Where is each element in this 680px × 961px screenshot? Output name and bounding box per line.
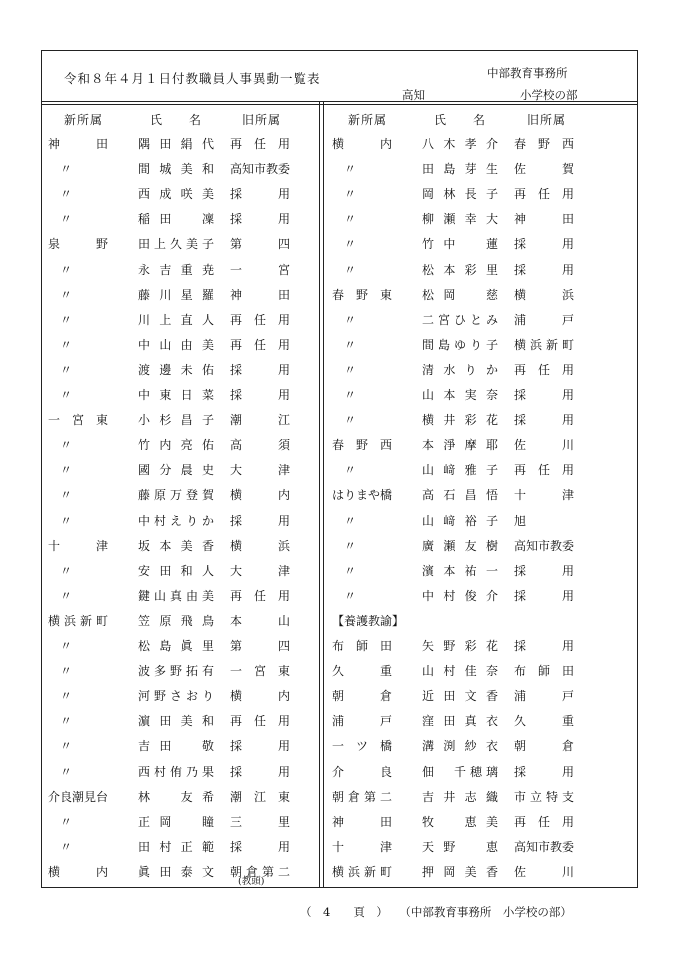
right-row-name: 山﨑裕子: [422, 513, 498, 528]
right-row-new: 神 田: [332, 814, 392, 829]
right-row-name: 佃 千穂璃: [422, 764, 498, 779]
left-row-name: 安田和人: [138, 563, 214, 578]
right-row-name: 窪田真衣: [422, 714, 498, 729]
right-row-name: 二宮ひとみ: [422, 312, 498, 327]
right-row-new: 〃: [344, 262, 357, 277]
right-row-old: 佐 賀: [514, 162, 574, 177]
left-row-new: 一宮東: [48, 413, 108, 428]
document-title: 令和８年４月１日付教職員人事異動一覧表: [64, 71, 321, 86]
left-row-name: 西成咲美: [138, 187, 214, 202]
right-row-old: 再任用: [514, 362, 574, 377]
left-row-old: 採 用: [230, 388, 290, 402]
left-row-name: 濵田美和: [138, 714, 214, 729]
right-row-name: 松岡 慈: [422, 287, 498, 302]
right-row-new: 〃: [344, 413, 357, 428]
left-row-new: 〃: [60, 814, 73, 829]
right-row-name: 山本実奈: [422, 388, 498, 402]
right-row-old: 横 浜: [514, 287, 574, 302]
document-sheet: [41, 50, 638, 888]
left-row-name: 永吉重尭: [138, 262, 214, 277]
left-row-name: 國分晨史: [138, 463, 214, 478]
right-row-name: 溝渕紗衣: [422, 739, 498, 754]
left-row-new: 〃: [60, 764, 73, 779]
right-row-name: 濱本祐一: [422, 563, 498, 578]
right-row-name: 八木孝介: [422, 137, 498, 151]
right-row-old: 高知市教委: [514, 839, 575, 854]
left-row-old: 第 四: [230, 237, 290, 252]
region-label: 高知: [402, 88, 425, 102]
left-row-old: 潮江東: [230, 789, 290, 804]
left-row-old: 採 用: [230, 839, 290, 854]
left-row-name: 波多野拓有: [138, 664, 214, 679]
right-row-new: はりまや橋: [332, 488, 393, 503]
left-row-name: 正岡 瞳: [138, 814, 214, 829]
footer-office: （中部教育事務所 小学校の部）: [405, 905, 572, 919]
left-row-new: 横浜新町: [48, 613, 108, 628]
left-row-new: 〃: [60, 839, 73, 854]
right-row-old: 採 用: [514, 262, 574, 277]
left-row-old: 第 四: [230, 639, 290, 653]
left-row-old: 三 里: [230, 814, 290, 829]
right-row-name: 山村佳奈: [422, 664, 498, 679]
left-row-old: 横 浜: [230, 538, 290, 553]
right-row-old: 市立特支: [514, 789, 574, 804]
left-header-old-post: 旧所属: [242, 113, 282, 127]
left-row-new: 介良潮見台: [48, 789, 109, 804]
right-row-new: 〃: [344, 513, 357, 528]
left-row-old: 大 津: [230, 463, 290, 478]
left-row-name: 鍵山真由美: [138, 588, 214, 603]
left-row-new: 十 津: [48, 538, 108, 553]
left-row-old: 潮 江: [230, 413, 290, 428]
right-row-old: 佐 川: [514, 864, 574, 879]
right-row-new: 布師田: [332, 639, 392, 653]
left-row-old: 再任用: [230, 714, 290, 729]
right-row-old: 採 用: [514, 639, 574, 653]
left-row-name: 笠原飛鳥: [138, 613, 214, 628]
left-header-new-post: 新所属: [64, 113, 104, 127]
right-row-name: 本淨摩耶: [422, 438, 498, 453]
left-row-old: 横 内: [230, 689, 290, 704]
left-row-old: 採 用: [230, 362, 290, 377]
left-row-new: 〃: [60, 689, 73, 704]
left-row-new: 〃: [60, 212, 73, 227]
right-row-old: 神 田: [514, 212, 574, 227]
right-row-old: 十 津: [514, 488, 574, 503]
left-row-name: 坂本美香: [138, 538, 214, 553]
column-divider-right: [323, 101, 324, 887]
right-row-new: 〃: [344, 463, 357, 478]
right-row-old: 春野西: [514, 137, 574, 151]
right-row-new: 【養護教諭】: [332, 613, 405, 628]
left-row-name: 河野さおり: [138, 689, 214, 704]
header-divider: [42, 101, 637, 102]
right-row-old: 再任用: [514, 463, 574, 478]
left-row-name: 竹内亮佑: [138, 438, 214, 453]
left-row-name: 中村えりか: [138, 513, 214, 528]
right-row-old: 久 重: [514, 714, 574, 729]
right-row-new: 浦 戸: [332, 714, 392, 729]
left-row-name: 林 友希: [138, 789, 214, 804]
left-row-name: 隅田絹代: [138, 137, 214, 151]
right-row-new: 一ツ橋: [332, 739, 392, 754]
right-row-old: 横浜新町: [514, 337, 574, 352]
right-row-name: 高石昌悟: [422, 488, 498, 503]
right-row-new: 〃: [344, 312, 357, 327]
school-type-label: 小学校の部: [520, 88, 578, 102]
left-row-name: 間城美和: [138, 162, 214, 177]
left-row-new: 〃: [60, 438, 73, 453]
page-footer: [300, 904, 572, 920]
left-row-new: 〃: [60, 463, 73, 478]
right-row-new: 〃: [344, 237, 357, 252]
right-row-new: 〃: [344, 337, 357, 352]
left-row-old: 再任用: [230, 588, 290, 603]
left-row-name: 眞田泰文: [138, 864, 214, 879]
right-row-new: 〃: [344, 388, 357, 402]
left-row-name: 稲田 凜: [138, 212, 214, 227]
left-row-new: 泉 野: [48, 237, 108, 252]
right-row-new: 〃: [344, 588, 357, 603]
right-row-new: 〃: [344, 212, 357, 227]
header-divider-inner: [42, 104, 637, 105]
right-row-name: 岡林長子: [422, 187, 498, 202]
left-row-new: 横 内: [48, 864, 108, 879]
right-header-new-post: 新所属: [348, 113, 388, 127]
left-row-old: 採 用: [230, 739, 290, 754]
right-row-new: 久 重: [332, 664, 392, 679]
right-row-name: 竹中 蓮: [422, 237, 498, 252]
left-row-name: 渡邊未佑: [138, 362, 214, 377]
left-row-old: 朝倉第二: [230, 864, 290, 879]
left-row-new: 〃: [60, 262, 73, 277]
left-row-new: 〃: [60, 488, 73, 503]
left-row-new: 〃: [60, 739, 73, 754]
right-row-new: 〃: [344, 187, 357, 202]
right-row-old: 採 用: [514, 237, 574, 252]
right-header-old-post: 旧所属: [527, 113, 567, 127]
left-row-new: 〃: [60, 162, 73, 177]
left-row-old: 採 用: [230, 212, 290, 227]
left-row-old: 神 田: [230, 287, 290, 302]
right-row-old: 再任用: [514, 814, 574, 829]
left-row-old: 高 須: [230, 438, 290, 453]
right-row-new: 横 内: [332, 137, 392, 151]
page-number: （ 4 頁 ）: [300, 905, 383, 919]
left-row-name: 田村正範: [138, 839, 214, 854]
left-row-note: (教頭): [238, 875, 265, 887]
right-row-old: 採 用: [514, 764, 574, 779]
right-row-old: 佐 川: [514, 438, 574, 453]
left-row-old: 採 用: [230, 764, 290, 779]
right-row-new: 横浜新町: [332, 864, 392, 879]
right-row-new: 介 良: [332, 764, 392, 779]
left-row-name: 松島眞里: [138, 639, 214, 653]
right-row-new: 朝倉第二: [332, 789, 392, 804]
left-row-name: 中山由美: [138, 337, 214, 352]
left-row-new: 〃: [60, 639, 73, 653]
left-row-old: 再任用: [230, 337, 290, 352]
right-row-name: 山﨑雅子: [422, 463, 498, 478]
left-row-new: 〃: [60, 187, 73, 202]
right-row-old: 採 用: [514, 563, 574, 578]
right-row-old: 朝 倉: [514, 739, 574, 754]
right-row-new: 〃: [344, 362, 357, 377]
right-row-old: 高知市教委: [514, 538, 575, 553]
left-row-name: 吉田 敬: [138, 739, 214, 754]
left-row-old: 大 津: [230, 563, 290, 578]
right-row-old: 浦 戸: [514, 312, 574, 327]
left-row-new: 〃: [60, 588, 73, 603]
column-divider-left: [319, 101, 320, 887]
left-row-name: 中東日菜: [138, 388, 214, 402]
right-header-name: 氏 名: [434, 113, 487, 127]
left-row-new: 〃: [60, 664, 73, 679]
right-row-old: 布師田: [514, 664, 574, 679]
right-row-new: 朝 倉: [332, 689, 392, 704]
left-row-old: 一 宮: [230, 262, 290, 277]
right-row-old: 浦 戸: [514, 689, 574, 704]
left-row-new: 〃: [60, 388, 73, 402]
left-row-name: 小杉昌子: [138, 413, 214, 428]
left-row-old: 本 山: [230, 613, 290, 628]
right-row-new: 〃: [344, 538, 357, 553]
right-row-name: 横井彩花: [422, 413, 498, 428]
right-row-old: 旭: [514, 513, 527, 528]
left-row-old: 採 用: [230, 187, 290, 202]
right-row-old: 採 用: [514, 413, 574, 428]
right-row-name: 柳瀬幸大: [422, 212, 498, 227]
right-row-name: 吉井志織: [422, 789, 498, 804]
right-row-name: 天野 恵: [422, 839, 498, 854]
left-row-old: 再任用: [230, 137, 290, 151]
left-row-new: 〃: [60, 714, 73, 729]
left-row-new: 〃: [60, 513, 73, 528]
right-row-new: 〃: [344, 162, 357, 177]
right-row-name: 間島ゆり子: [422, 337, 498, 352]
left-header-name: 氏 名: [150, 113, 203, 127]
right-row-new: 春野西: [332, 438, 392, 453]
right-row-new: 十 津: [332, 839, 392, 854]
left-row-name: 西村侑乃果: [138, 764, 214, 779]
left-row-new: 〃: [60, 287, 73, 302]
right-row-old: 採 用: [514, 388, 574, 402]
left-row-old: 横 内: [230, 488, 290, 503]
right-row-name: 中村俊介: [422, 588, 498, 603]
left-row-old: 高知市教委: [230, 162, 291, 177]
right-row-name: 矢野彩花: [422, 639, 498, 653]
left-row-name: 藤川星羅: [138, 287, 214, 302]
left-row-new: 〃: [60, 312, 73, 327]
left-row-name: 田上久美子: [138, 237, 214, 252]
right-row-new: 春野東: [332, 287, 392, 302]
left-row-new: 〃: [60, 563, 73, 578]
right-row-name: 清水りか: [422, 362, 498, 377]
right-row-old: 再任用: [514, 187, 574, 202]
left-row-new: 〃: [60, 362, 73, 377]
left-row-new: 神 田: [48, 137, 108, 151]
right-row-name: 近田文香: [422, 689, 498, 704]
right-row-name: 押岡美香: [422, 864, 498, 879]
right-row-old: 採 用: [514, 588, 574, 603]
right-row-name: 田島芽生: [422, 162, 498, 177]
right-row-name: 牧 恵美: [422, 814, 498, 829]
right-row-name: 廣瀬友樹: [422, 538, 498, 553]
right-row-name: 松本彩里: [422, 262, 498, 277]
office-name: 中部教育事務所: [487, 66, 568, 80]
right-row-new: 〃: [344, 563, 357, 578]
left-row-name: 川上直人: [138, 312, 214, 327]
left-row-old: 採 用: [230, 513, 290, 528]
left-row-old: 再任用: [230, 312, 290, 327]
left-row-name: 藤原万登賀: [138, 488, 214, 503]
left-row-new: 〃: [60, 337, 73, 352]
left-row-old: 一宮東: [230, 664, 290, 679]
